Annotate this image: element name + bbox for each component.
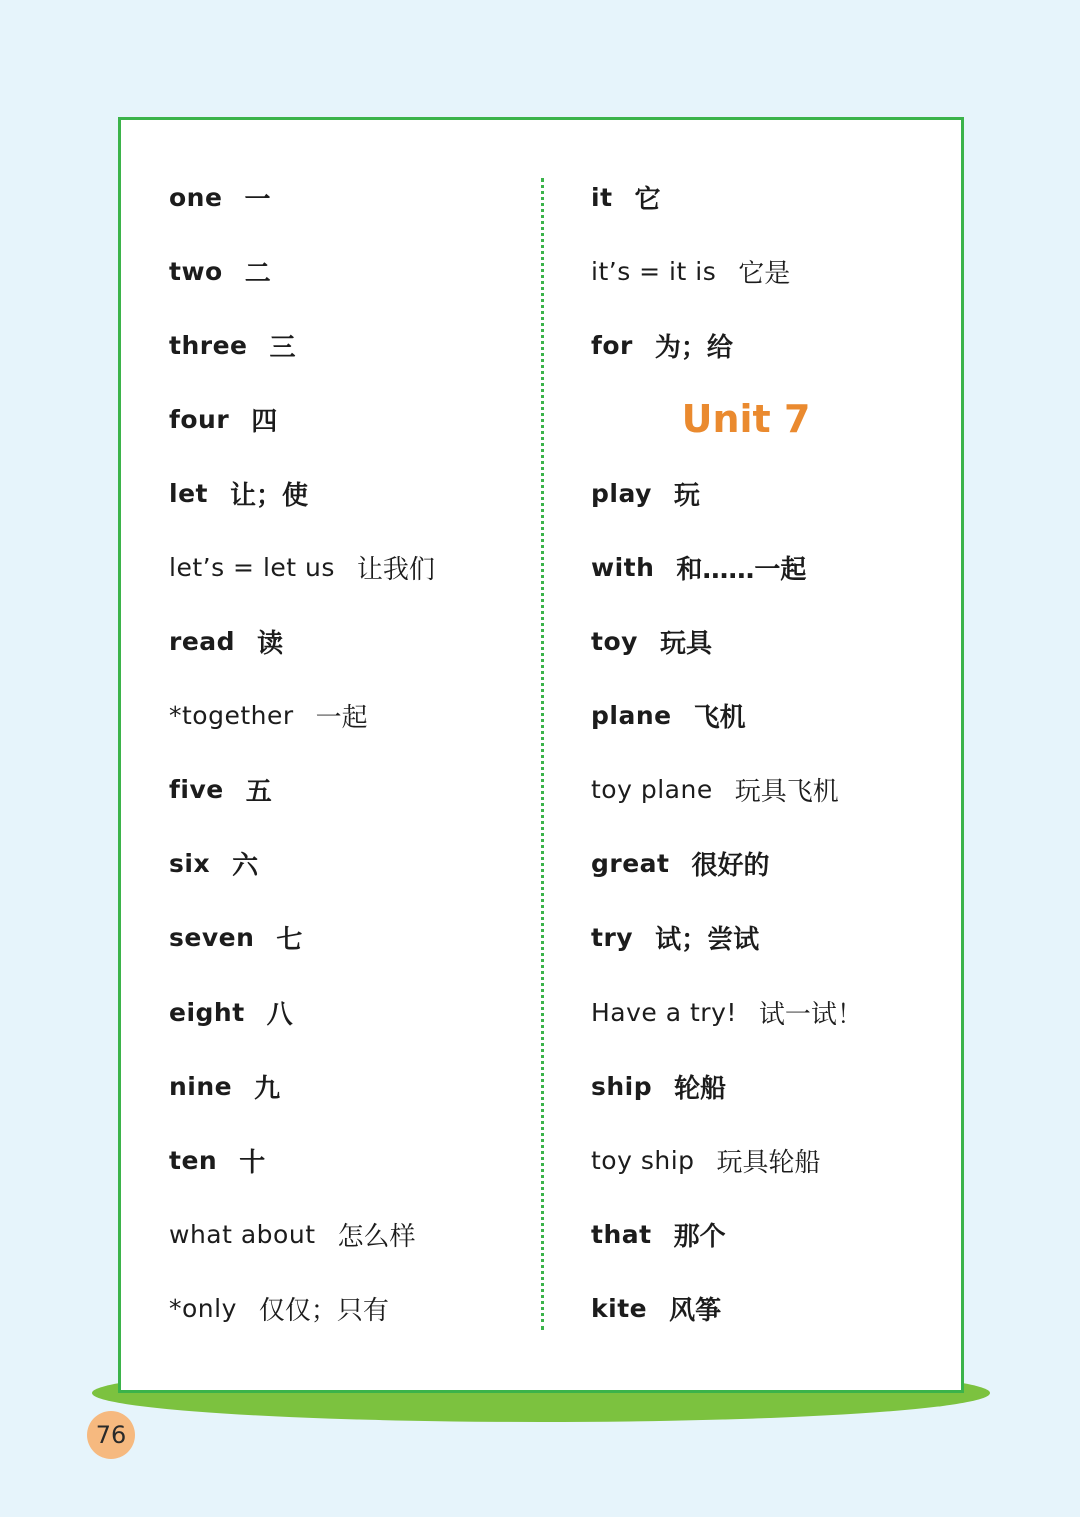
vocab-entry — [591, 1271, 931, 1345]
column-divider — [541, 178, 544, 1330]
chinese-meaning: 仅仅；只有 — [258, 1295, 389, 1326]
english-word: great — [591, 849, 670, 879]
chinese-meaning: 玩具飞机 — [734, 777, 839, 808]
english-word: nine — [169, 1071, 233, 1101]
vocab-entry — [169, 975, 529, 1049]
vocab-entry — [591, 901, 931, 975]
chinese-meaning: 那个 — [673, 1221, 726, 1252]
chinese-meaning: 试；尝试 — [655, 925, 760, 956]
vocab-entry — [591, 605, 931, 679]
chinese-meaning: 怎么样 — [337, 1221, 416, 1252]
chinese-meaning: 六 — [232, 851, 259, 882]
english-word: two — [169, 256, 223, 286]
vocab-entry — [169, 234, 529, 308]
english-word: four — [169, 404, 230, 434]
vocab-entry — [591, 975, 931, 1049]
english-word: it’s = it is — [591, 256, 717, 286]
chinese-meaning: 轮船 — [674, 1073, 727, 1104]
chinese-meaning: 它是 — [738, 258, 791, 289]
left-word-column — [169, 160, 529, 1346]
vocab-entry — [591, 1123, 931, 1197]
chinese-meaning: 玩具 — [659, 629, 712, 660]
english-word: eight — [169, 997, 245, 1027]
vocab-entry — [169, 827, 529, 901]
english-word: what about — [169, 1219, 316, 1249]
vocab-entry — [169, 456, 529, 530]
english-word: toy ship — [591, 1145, 695, 1175]
chinese-meaning: 为；给 — [654, 332, 733, 363]
chinese-meaning: 很好的 — [691, 851, 770, 882]
english-word: let’s = let us — [169, 553, 335, 583]
english-word: toy — [591, 627, 638, 657]
english-word: *only — [169, 1293, 237, 1323]
vocab-entry — [591, 679, 931, 753]
english-word: five — [169, 775, 224, 805]
chinese-meaning: 五 — [245, 777, 272, 808]
chinese-meaning: 九 — [254, 1073, 281, 1104]
english-word: try — [591, 923, 634, 953]
vocab-entry — [591, 1049, 931, 1123]
chinese-meaning: 三 — [269, 332, 296, 363]
vocab-entry — [169, 382, 529, 456]
chinese-meaning: 七 — [276, 925, 303, 956]
unit-heading: Unit 7 — [681, 397, 811, 442]
vocab-entry — [169, 605, 529, 679]
vocab-entry — [591, 827, 931, 901]
vocab-entry — [169, 679, 529, 753]
english-word: *together — [169, 701, 294, 731]
english-word: kite — [591, 1293, 648, 1323]
vocabulary-card — [118, 117, 964, 1393]
chinese-meaning: 它 — [634, 184, 661, 215]
page-number-badge: 76 — [87, 1411, 135, 1459]
chinese-meaning: 让；使 — [229, 480, 308, 511]
english-word: play — [591, 478, 652, 508]
english-word: let — [169, 478, 208, 508]
vocab-entry — [591, 1197, 931, 1271]
right-word-column — [591, 160, 931, 1346]
english-word: it — [591, 182, 613, 212]
english-word: plane — [591, 701, 672, 731]
vocab-entry — [169, 753, 529, 827]
chinese-meaning: 四 — [251, 406, 278, 437]
vocab-entry — [591, 530, 931, 604]
vocab-entry — [169, 1197, 529, 1271]
vocab-entry — [169, 308, 529, 382]
chinese-meaning: 玩 — [673, 480, 700, 511]
vocab-entry — [169, 1123, 529, 1197]
english-word: for — [591, 330, 633, 360]
vocab-entry — [591, 753, 931, 827]
english-word: with — [591, 553, 655, 583]
english-word: seven — [169, 923, 255, 953]
vocab-entry — [591, 308, 931, 382]
chinese-meaning: 飞机 — [693, 703, 746, 734]
chinese-meaning: 和……一起 — [676, 555, 807, 586]
english-word: three — [169, 330, 248, 360]
chinese-meaning: 一起 — [315, 703, 368, 734]
english-word: that — [591, 1219, 652, 1249]
chinese-meaning: 八 — [266, 999, 293, 1030]
chinese-meaning: 玩具轮船 — [716, 1147, 821, 1178]
chinese-meaning: 读 — [257, 629, 284, 660]
english-word: ten — [169, 1145, 218, 1175]
english-word: read — [169, 627, 236, 657]
vocab-entry — [169, 160, 529, 234]
right-column-top-list — [591, 160, 931, 382]
vocab-entry — [591, 234, 931, 308]
english-word: toy plane — [591, 775, 713, 805]
chinese-meaning: 一 — [244, 184, 271, 215]
vocab-entry — [169, 901, 529, 975]
english-word: six — [169, 849, 211, 879]
vocab-entry — [591, 456, 931, 530]
vocab-entry — [169, 1271, 529, 1345]
right-column-bottom-list — [591, 456, 931, 1345]
vocab-entry — [169, 530, 529, 604]
vocab-entry — [591, 160, 931, 234]
english-word: ship — [591, 1071, 653, 1101]
chinese-meaning: 风筝 — [669, 1295, 722, 1326]
chinese-meaning: 试一试！ — [758, 999, 863, 1030]
english-word: one — [169, 182, 223, 212]
chinese-meaning: 十 — [239, 1147, 266, 1178]
english-word: Have a try! — [591, 997, 737, 1027]
chinese-meaning: 让我们 — [356, 555, 435, 586]
vocab-entry — [169, 1049, 529, 1123]
chinese-meaning: 二 — [244, 258, 271, 289]
